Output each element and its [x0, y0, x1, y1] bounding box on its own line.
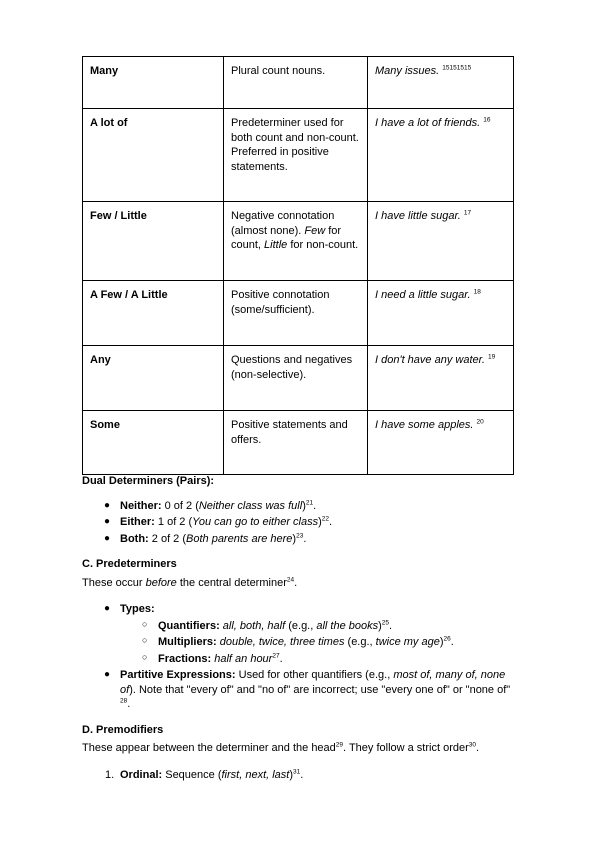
- item-label: Partitive Expressions:: [120, 669, 236, 682]
- item-example: You can go to either class: [192, 516, 319, 529]
- body-content: [82, 474, 522, 782]
- bullet-icon: ●: [104, 532, 111, 544]
- item-emphasis: most of, many of, none of: [120, 669, 506, 696]
- list-item: [82, 515, 522, 530]
- example-cell: [368, 346, 514, 411]
- item-text: .: [127, 698, 131, 711]
- item-label: Either:: [120, 516, 155, 529]
- section-d-intro: [82, 741, 522, 756]
- table-row: [83, 411, 514, 475]
- item-text: ): [289, 768, 294, 781]
- item-example: Both parents are here: [186, 532, 293, 545]
- item-text: Sequence (: [162, 768, 222, 781]
- intro-text: These occur: [82, 576, 146, 589]
- usage-cell: Questions and negatives (non-selective).: [224, 346, 368, 411]
- footnote-ref[interactable]: 29: [335, 741, 344, 749]
- footnote-ref[interactable]: 18: [473, 288, 481, 296]
- dual-list: [82, 499, 522, 547]
- table-row: [83, 57, 514, 109]
- bullet-icon: ●: [104, 603, 111, 615]
- item-label: Both:: [120, 532, 149, 545]
- intro-text: .: [476, 742, 480, 755]
- item-example: Neither class was full: [198, 499, 303, 512]
- item-text: (e.g.,: [285, 619, 317, 632]
- footnote-ref[interactable]: 26: [443, 635, 451, 643]
- item-emphasis: half an hour: [211, 652, 273, 665]
- example-text: I have little sugar.: [375, 210, 461, 222]
- usage-emphasis: Little: [264, 239, 288, 252]
- footnote-ref[interactable]: 24: [286, 575, 295, 583]
- footnote-ref[interactable]: 30: [468, 741, 476, 749]
- footnote-ref[interactable]: 21: [305, 498, 314, 506]
- example-text: I have some apples.: [375, 419, 474, 431]
- item-emphasis: first, next, last: [221, 768, 290, 781]
- term-cell: Some: [83, 411, 224, 475]
- footnote-ref[interactable]: 16: [483, 116, 491, 124]
- item-label: Types:: [120, 603, 155, 616]
- list-item: [82, 532, 522, 547]
- item-text: (e.g.,: [344, 636, 376, 649]
- usage-text: for non-count.: [287, 239, 359, 252]
- term-cell: A lot of: [83, 109, 224, 202]
- section-c-intro: [82, 576, 522, 591]
- footnote-ref[interactable]: 25: [381, 618, 390, 626]
- intro-text: the central determiner: [176, 576, 287, 589]
- list-item: [82, 499, 522, 514]
- term-cell: A Few / A Little: [83, 281, 224, 346]
- item-text: .: [303, 532, 307, 545]
- bullet-icon: ●: [104, 669, 111, 681]
- example-text: Many issues.: [375, 65, 440, 77]
- item-emphasis: all, both, half: [219, 619, 286, 632]
- item-text: ): [292, 532, 297, 545]
- section-c-heading: C. Predeterminers: [82, 558, 177, 571]
- intro-emphasis: before: [145, 576, 177, 589]
- intro-text: . They follow a strict order: [343, 742, 469, 755]
- list-item: [82, 602, 522, 666]
- bullet-icon: ●: [104, 516, 111, 528]
- usage-emphasis: Few: [304, 224, 326, 237]
- item-text: 0 of 2 (: [161, 499, 199, 512]
- table-row: [83, 346, 514, 411]
- item-emphasis: double, twice, three times: [216, 636, 345, 649]
- usage-cell: Positive statements and offers.: [224, 411, 368, 475]
- list-item: [82, 668, 522, 712]
- example-cell: [368, 202, 514, 281]
- bullet-icon: ●: [104, 499, 111, 511]
- footnote-ref[interactable]: 31: [293, 768, 301, 776]
- footnote-ref[interactable]: 27: [272, 651, 280, 659]
- intro-text: .: [294, 576, 298, 589]
- footnote-ref[interactable]: 28: [120, 697, 128, 705]
- circle-bullet-icon: ○: [142, 651, 148, 662]
- term-cell: Few / Little: [83, 202, 224, 281]
- footnote-ref[interactable]: 19: [488, 353, 496, 361]
- example-text: I need a little sugar.: [375, 289, 471, 301]
- list-item: [82, 635, 522, 650]
- item-text: ): [302, 499, 306, 512]
- list-item: [82, 652, 522, 667]
- predeterminer-list: [82, 602, 522, 712]
- term-cell: Many: [83, 57, 224, 109]
- intro-text: These appear between the determiner and the head: [82, 742, 336, 755]
- item-text: .: [329, 516, 333, 529]
- usage-cell: Plural count nouns.: [224, 57, 368, 109]
- item-text: .: [389, 619, 393, 632]
- types-sublist: [120, 619, 522, 667]
- item-example: twice my age: [375, 636, 440, 649]
- circle-bullet-icon: ○: [142, 635, 148, 646]
- dual-heading: Dual Determiners (Pairs):: [82, 475, 215, 487]
- item-label: Quantifiers:: [158, 619, 220, 632]
- term-cell: Any: [83, 346, 224, 411]
- item-example: all the books: [316, 619, 379, 632]
- item-text: .: [279, 652, 283, 665]
- usage-cell: Predeterminer used for both count and non-count. Preferred in positive statements.: [224, 109, 368, 202]
- example-text: I have a lot of friends.: [375, 117, 481, 129]
- table-row: [83, 281, 514, 346]
- usage-text: Negative connotation (almost none).: [231, 210, 335, 237]
- table-row: [83, 202, 514, 281]
- list-item: [82, 619, 522, 634]
- item-label: Neither:: [120, 499, 162, 512]
- premodifier-list: [82, 768, 522, 783]
- circle-bullet-icon: ○: [142, 618, 148, 629]
- item-text: .: [450, 636, 454, 649]
- item-text: ): [439, 636, 444, 649]
- item-label: Ordinal:: [120, 768, 163, 781]
- item-text: .: [300, 768, 304, 781]
- footnote-ref[interactable]: 15151515: [442, 64, 472, 72]
- table-row: [83, 109, 514, 202]
- item-text: 1 of 2 (: [154, 516, 193, 529]
- quantifier-table: [82, 56, 514, 475]
- item-number: 1.: [105, 768, 115, 781]
- example-cell: [368, 57, 514, 109]
- footnote-ref[interactable]: 23: [296, 531, 304, 539]
- example-text: I don't have any water.: [375, 354, 485, 366]
- example-cell: [368, 109, 514, 202]
- item-text: ): [378, 619, 382, 632]
- example-cell: [368, 411, 514, 475]
- item-text: .: [313, 499, 317, 512]
- item-text: ). Note that "every of" and "no of" are incorrect; use "every one of" or "none of": [129, 683, 511, 696]
- item-text: ): [318, 516, 322, 529]
- footnote-ref[interactable]: 20: [476, 418, 484, 426]
- item-text: 2 of 2 (: [148, 532, 187, 545]
- usage-cell: Positive connotation (some/sufficient).: [224, 281, 368, 346]
- usage-text: for count,: [231, 224, 342, 252]
- item-label: Fractions:: [158, 652, 212, 665]
- section-d-heading: D. Premodifiers: [82, 723, 164, 736]
- footnote-ref[interactable]: 22: [321, 515, 330, 523]
- usage-cell: [224, 202, 368, 281]
- footnote-ref[interactable]: 17: [463, 209, 472, 217]
- list-item: [82, 768, 522, 783]
- item-text: Used for other quantifiers (e.g.,: [235, 669, 394, 682]
- item-label: Multipliers:: [158, 636, 217, 649]
- example-cell: [368, 281, 514, 346]
